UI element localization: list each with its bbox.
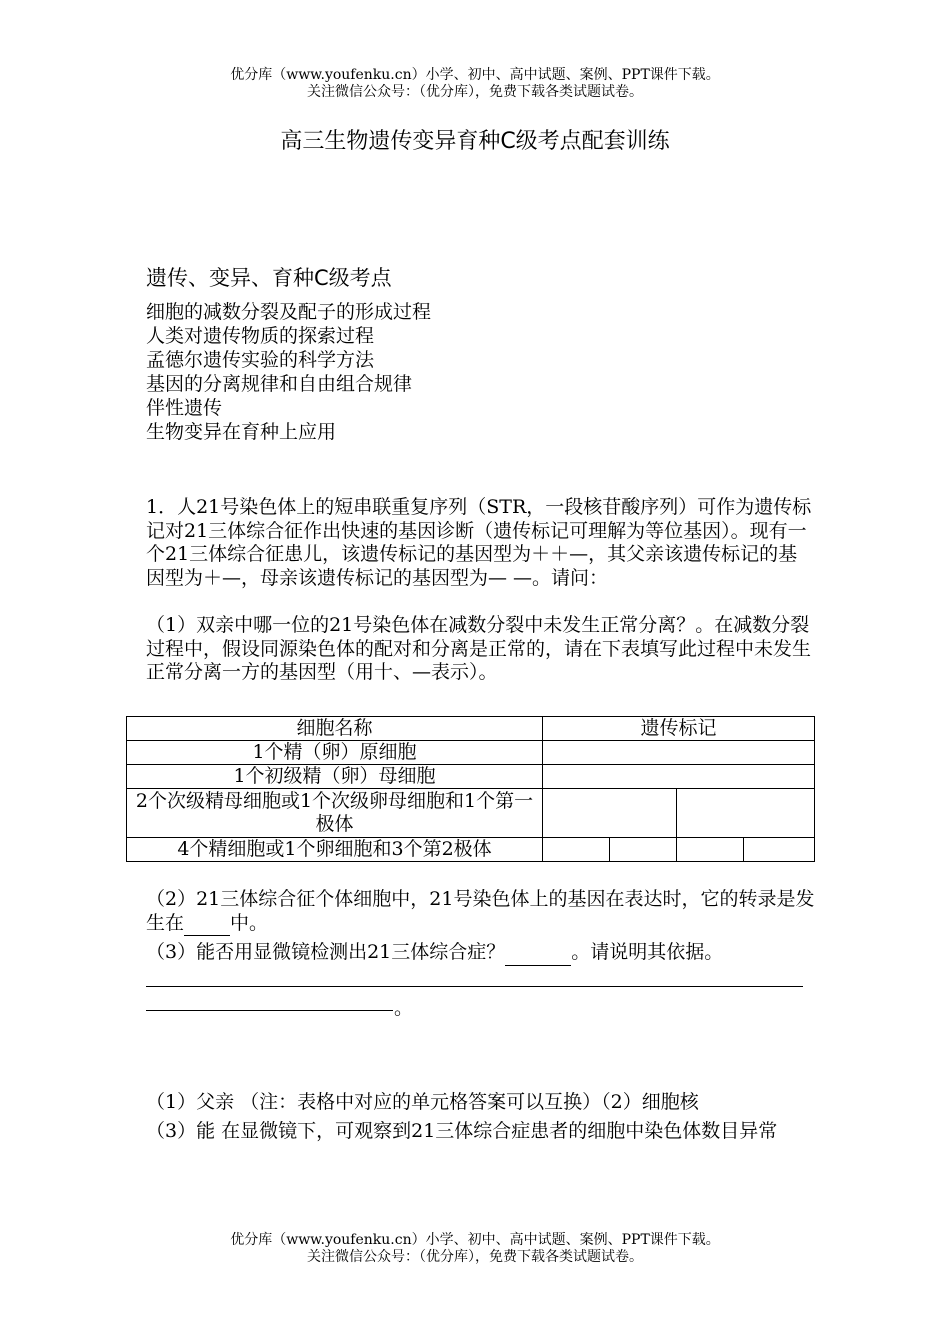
table-row [127, 741, 815, 765]
topic-item: 人类对遗传物质的探索过程 [146, 325, 375, 347]
question-part-3 [146, 941, 836, 966]
footer-line-1: 优分库（www.youfenku.cn）小学、初中、高中试题、案例、PPT课件下载。 [230, 1232, 720, 1248]
part-3-answer-blank[interactable] [505, 941, 571, 966]
topic-item: 细胞的减数分裂及配子的形成过程 [146, 301, 432, 323]
table-answer-cell[interactable] [543, 741, 815, 765]
topic-item: 孟德尔遗传实验的科学方法 [146, 349, 375, 371]
part-3-suffix: 。请说明其依据。 [571, 941, 724, 963]
table-answer-cell[interactable] [610, 838, 677, 862]
topic-item: 生物变异在育种上应用 [146, 421, 337, 443]
table-cell-name: 4个精细胞或1个卵细胞和3个第2极体 [127, 838, 543, 862]
section-subtitle: 遗传、变异、育种C级考点 [146, 266, 392, 290]
part-2-text: （2）21三体综合征个体细胞中，21号染色体上的基因在表达时，它的转录是发生在 [146, 888, 815, 934]
part-2-suffix: 中。 [230, 911, 269, 934]
table-cell-name: 1个初级精（卵）母细胞 [127, 765, 543, 789]
header-line-1: 优分库（www.youfenku.cn）小学、初中、高中试题、案例、PPT课件下载。 [230, 67, 720, 83]
table-row [127, 838, 815, 862]
table-row [127, 789, 815, 838]
question-part-2 [146, 888, 816, 936]
table-answer-cell[interactable] [677, 838, 744, 862]
header-line-2: 关注微信公众号：（优分库），免费下载各类试题试卷。 [307, 84, 643, 100]
genotype-table [126, 716, 815, 862]
topic-list [146, 300, 431, 444]
table-answer-cell[interactable] [744, 838, 815, 862]
table-answer-cell[interactable] [543, 789, 677, 838]
answer-line: （1）父亲 （注：表格中对应的单元格答案可以互换）（2）细胞核 [146, 1091, 699, 1113]
topic-item: 伴性遗传 [146, 397, 223, 419]
answer-line: （3）能 在显微镜下，可观察到21三体综合症患者的细胞中染色体数目异常 [146, 1120, 778, 1142]
table-row [127, 765, 815, 789]
table-header-row [127, 717, 815, 741]
answer-line-end-mark: 。 [394, 997, 414, 1019]
table-cell-name: 2个次级精母细胞或1个次级卵母细胞和1个第一极体 [127, 789, 543, 838]
answer-line-1[interactable] [146, 986, 803, 987]
topic-item: 基因的分离规律和自由组合规律 [146, 373, 413, 395]
answer-block [146, 1088, 821, 1146]
page-title: 高三生物遗传变异育种C级考点配套训练 [280, 129, 670, 154]
table-answer-cell[interactable] [543, 765, 815, 789]
table-answer-cell[interactable] [543, 838, 610, 862]
question-part-1: （1）双亲中哪一位的21号染色体在减数分裂中未发生正常分离？。在减数分裂过程中，假设同源染色体的配对和分离是正常的，请在下表填写此过程中未发生正常分离一方的基因型（用十、—表示）。 [146, 614, 812, 683]
answer-line-2[interactable] [146, 1010, 393, 1011]
table-header-cell-marker: 遗传标记 [543, 717, 815, 741]
table-header-cell-name: 细胞名称 [127, 717, 543, 741]
footer-line-2: 关注微信公众号：（优分库），免费下载各类试题试卷。 [307, 1249, 643, 1265]
part-2-answer-blank[interactable] [184, 912, 230, 937]
question-intro: 1．人21号染色体上的短串联重复序列（STR，一段核苷酸序列）可作为遗传标记对21三体综合征作出快速的基因诊断（遗传标记可理解为等位基因）。现有一个21三体综合征患儿，该遗传标记的基因型为＋＋—，其父亲该遗传标记的基因型为＋—，母亲该遗传标记的基因型为— —。请问： [146, 496, 812, 589]
table-answer-cell[interactable] [677, 789, 815, 838]
table-cell-name: 1个精（卵）原细胞 [127, 741, 543, 765]
part-3-text: （3）能否用显微镜检测出21三体综合症？ [146, 941, 506, 963]
